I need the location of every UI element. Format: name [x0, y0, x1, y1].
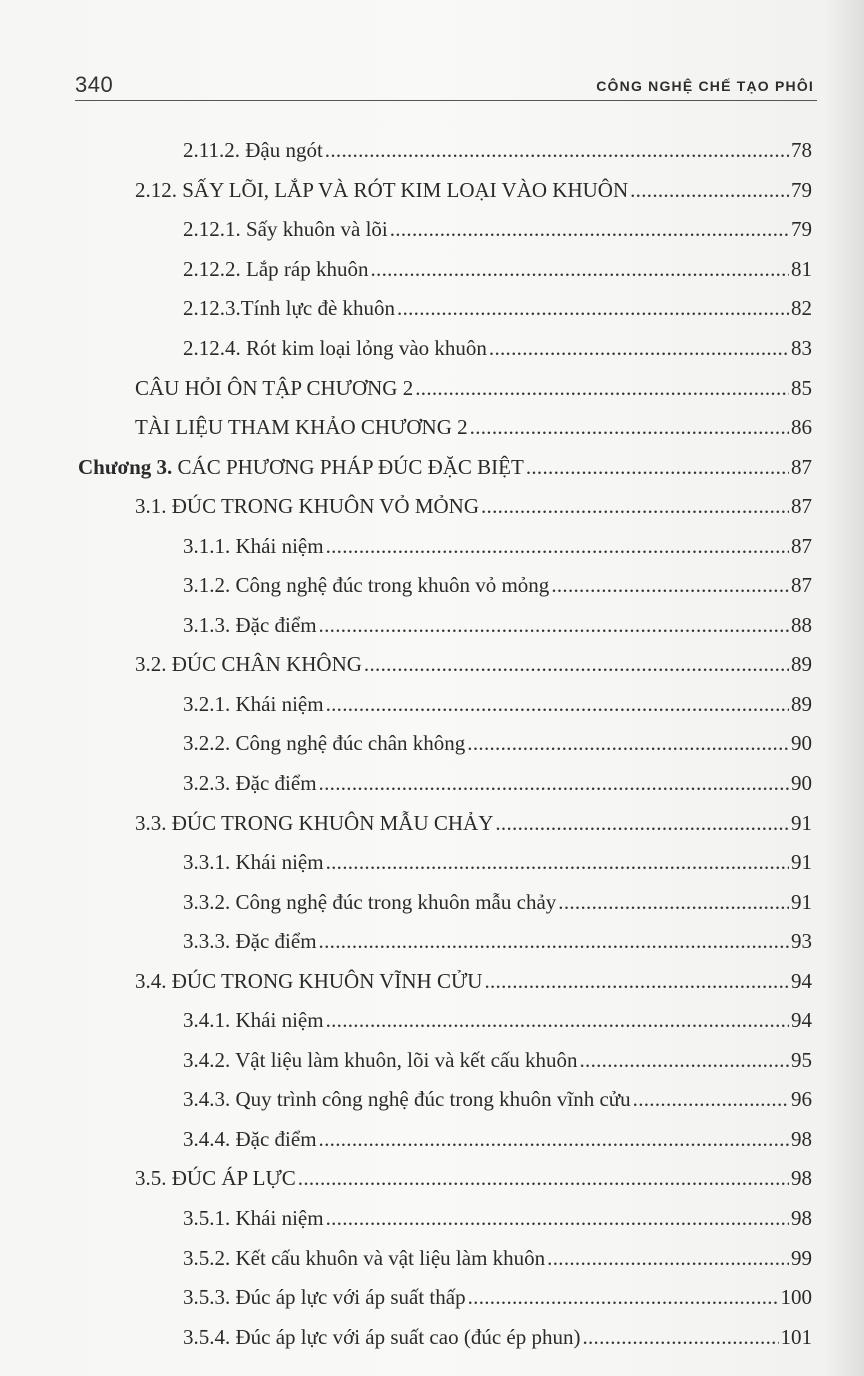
dot-leader — [489, 336, 789, 361]
dot-leader — [630, 178, 789, 203]
toc-entry-label: 3.4.3. Quy trình công nghệ đúc trong khuôn vĩnh cửu — [183, 1087, 631, 1112]
dot-leader — [558, 890, 789, 915]
toc-entry-label: 2.12.2. Lắp ráp khuôn — [183, 256, 369, 281]
dot-leader — [364, 652, 789, 677]
dot-leader — [415, 376, 789, 401]
toc-entry[interactable] — [183, 882, 812, 922]
toc-entry[interactable] — [183, 1317, 812, 1357]
toc-entry-page: 87 — [791, 533, 812, 558]
toc-entry-label: 2.12.3.Tính lực đè khuôn — [183, 296, 396, 321]
toc-entry[interactable] — [135, 961, 812, 1001]
toc-entry[interactable] — [183, 922, 812, 962]
toc-entry[interactable] — [183, 210, 812, 250]
toc-entry[interactable] — [135, 171, 812, 211]
toc-entry-page: 79 — [791, 177, 812, 202]
toc-entry-page: 86 — [791, 415, 812, 440]
dot-leader — [467, 731, 789, 756]
toc-entry-page: 87 — [791, 454, 812, 479]
dot-leader — [547, 1246, 789, 1271]
table-of-contents — [0, 131, 864, 1357]
toc-entry-label: 3.5.1. Khái niệm — [183, 1206, 324, 1231]
toc-entry-page: 91 — [791, 850, 812, 875]
toc-entry[interactable] — [183, 764, 812, 804]
dot-leader — [633, 1087, 789, 1112]
toc-entry-label: 3.5. ĐÚC ÁP LỰC — [135, 1166, 296, 1191]
dot-leader — [298, 1166, 789, 1191]
toc-entry-label: 3.5.3. Đúc áp lực với áp suất thấp — [183, 1285, 466, 1310]
toc-entry-page: 89 — [791, 691, 812, 716]
toc-entry-page: 85 — [791, 375, 812, 400]
toc-entry[interactable] — [183, 1120, 812, 1160]
toc-entry-label: 3.5.2. Kết cấu khuôn và vật liệu làm khuôn — [183, 1245, 546, 1270]
dot-leader — [370, 257, 789, 282]
toc-entry[interactable] — [183, 329, 812, 369]
dot-leader — [484, 969, 789, 994]
toc-entry-label: 3.3. ĐÚC TRONG KHUÔN MẪU CHẢY — [135, 810, 494, 835]
dot-leader — [326, 850, 789, 875]
toc-entry[interactable] — [135, 803, 812, 843]
toc-entry-label: 3.1.1. Khái niệm — [183, 533, 324, 558]
dot-leader — [551, 573, 789, 598]
toc-entry-page: 98 — [791, 1206, 812, 1231]
dot-leader — [495, 811, 789, 836]
dot-leader — [582, 1325, 778, 1350]
toc-entry-label: 3.4.2. Vật liệu làm khuôn, lõi và kết cấu khuôn — [183, 1047, 578, 1072]
toc-entry-label: 3.2.3. Đặc điểm — [183, 771, 317, 796]
toc-entry-page: 91 — [791, 810, 812, 835]
toc-entry-label: 3.3.2. Công nghệ đúc trong khuôn mẫu chảy — [183, 889, 557, 914]
toc-entry[interactable] — [135, 487, 812, 527]
dot-leader — [526, 455, 789, 480]
toc-entry-page: 90 — [791, 771, 812, 796]
toc-entry-page: 82 — [791, 296, 812, 321]
toc-entry[interactable] — [135, 408, 812, 448]
toc-entry-page: 87 — [791, 494, 812, 519]
dot-leader — [470, 415, 789, 440]
toc-entry-label — [78, 455, 526, 480]
toc-entry-page: 100 — [780, 1285, 812, 1310]
toc-entry-label: 3.4.4. Đặc điểm — [183, 1126, 317, 1151]
toc-entry-page: 98 — [791, 1126, 812, 1151]
toc-entry[interactable] — [183, 606, 812, 646]
page-number: 340 — [75, 72, 114, 97]
toc-entry-label: 2.12.1. Sấy khuôn và lõi — [183, 217, 388, 242]
toc-entry[interactable] — [183, 843, 812, 883]
toc-entry[interactable] — [183, 1278, 812, 1318]
dot-leader — [326, 534, 789, 559]
toc-entry-page: 96 — [791, 1087, 812, 1112]
toc-entry[interactable] — [183, 724, 812, 764]
toc-entry-page: 101 — [780, 1324, 812, 1349]
toc-entry-label: 3.1.3. Đặc điểm — [183, 612, 317, 637]
toc-entry[interactable] — [183, 685, 812, 725]
chapter-title: CÁC PHƯƠNG PHÁP ĐÚC ĐẶC BIỆT — [172, 454, 524, 479]
toc-entry[interactable] — [183, 289, 812, 329]
toc-entry-page: 87 — [791, 573, 812, 598]
toc-entry-page: 90 — [791, 731, 812, 756]
toc-entry-page: 94 — [791, 968, 812, 993]
dot-leader — [579, 1048, 789, 1073]
toc-entry[interactable] — [183, 566, 812, 606]
dot-leader — [397, 296, 789, 321]
toc-entry-label: 3.2.2. Công nghệ đúc chân không — [183, 731, 466, 756]
toc-entry-page: 98 — [791, 1166, 812, 1191]
toc-entry-page: 89 — [791, 652, 812, 677]
toc-entry[interactable] — [135, 1159, 812, 1199]
dot-leader — [481, 494, 789, 519]
toc-entry-page: 95 — [791, 1047, 812, 1072]
toc-entry-page: 93 — [791, 929, 812, 954]
toc-entry-label: TÀI LIỆU THAM KHẢO CHƯƠNG 2 — [135, 415, 468, 440]
dot-leader — [326, 692, 789, 717]
header-rule — [75, 100, 817, 101]
toc-entry-page: 99 — [791, 1245, 812, 1270]
toc-entry-label: 2.12. SẤY LÕI, LẮP VÀ RÓT KIM LOẠI VÀO KHUÔN — [135, 177, 629, 202]
toc-entry-label: 3.2.1. Khái niệm — [183, 691, 324, 716]
toc-entry-page: 78 — [791, 138, 812, 163]
toc-entry-page: 88 — [791, 612, 812, 637]
toc-entry[interactable] — [183, 1238, 812, 1278]
dot-leader — [319, 929, 789, 954]
toc-entry-label: 3.3.1. Khái niệm — [183, 850, 324, 875]
toc-entry-page: 94 — [791, 1008, 812, 1033]
toc-entry-label: 3.5.4. Đúc áp lực với áp suất cao (đúc ép phun) — [183, 1324, 581, 1349]
dot-leader — [319, 1127, 789, 1152]
toc-entry-label: 3.3.3. Đặc điểm — [183, 929, 317, 954]
dot-leader — [468, 1285, 779, 1310]
toc-entry-page: 83 — [791, 336, 812, 360]
dot-leader — [390, 217, 789, 242]
dot-leader — [326, 1206, 789, 1231]
toc-entry-page: 81 — [791, 256, 812, 281]
toc-entry-label: CÂU HỎI ÔN TẬP CHƯƠNG 2 — [135, 375, 414, 400]
toc-entry[interactable] — [135, 645, 812, 685]
toc-entry[interactable] — [183, 1199, 812, 1239]
toc-entry-label: 3.4. ĐÚC TRONG KHUÔN VĨNH CỬU — [135, 968, 483, 993]
toc-entry[interactable] — [183, 1041, 812, 1081]
toc-entry[interactable] — [183, 131, 812, 171]
dot-leader — [319, 613, 789, 638]
chapter-prefix: Chương 3. — [78, 454, 173, 479]
toc-entry[interactable] — [183, 1080, 812, 1120]
toc-entry-label: 2.12.4. Rót kim loại lỏng vào khuôn — [183, 336, 487, 360]
dot-leader — [326, 1008, 789, 1033]
dot-leader — [325, 138, 789, 163]
toc-entry[interactable] — [135, 368, 812, 408]
dot-leader — [319, 771, 789, 796]
toc-entry-label: 3.1.2. Công nghệ đúc trong khuôn vỏ mỏng — [183, 573, 550, 598]
toc-entry-page: 91 — [791, 889, 812, 914]
toc-entry-label: 3.4.1. Khái niệm — [183, 1008, 324, 1033]
running-title: CÔNG NGHỆ CHẾ TẠO PHÔI — [596, 78, 814, 94]
toc-entry-label: 2.11.2. Đậu ngót — [183, 138, 323, 163]
toc-entry-label: 3.1. ĐÚC TRONG KHUÔN VỎ MỎNG — [135, 494, 479, 519]
toc-entry[interactable] — [183, 526, 812, 566]
toc-entry[interactable] — [78, 447, 812, 487]
toc-entry-page: 79 — [791, 217, 812, 242]
toc-entry-label: 3.2. ĐÚC CHÂN KHÔNG — [135, 652, 362, 677]
toc-entry[interactable] — [183, 1001, 812, 1041]
toc-entry[interactable] — [183, 250, 812, 290]
